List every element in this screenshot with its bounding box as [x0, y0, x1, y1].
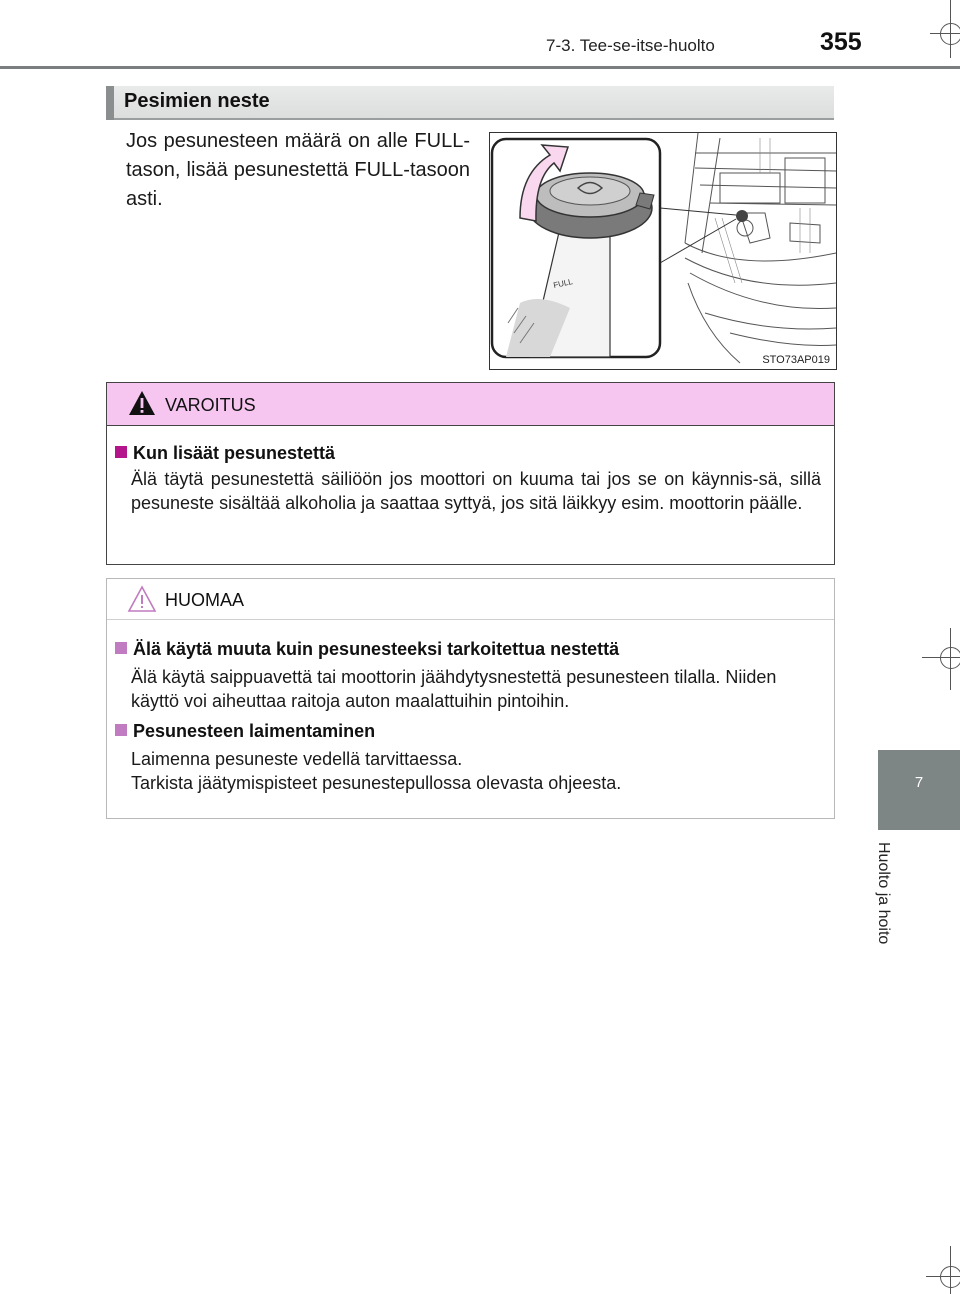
notice-box: [106, 578, 835, 819]
bullet-square-icon: [115, 446, 127, 458]
full-level-label: FULL: [552, 277, 574, 290]
chapter-label: Huolto ja hoito: [875, 842, 892, 945]
figure-code: STO73AP019: [762, 354, 830, 366]
section-title-accent: [106, 86, 114, 120]
notice-item-body: Älä käytä saippuavettä tai moottorin jäähdytysnestettä pesunesteen tilalla. Niiden käyttö voi aiheuttaa raitoja auton maalattuihin pintoihin.: [131, 667, 777, 711]
notice-item-body-line: Laimenna pesuneste vedellä tarvittaessa.: [131, 749, 463, 769]
warning-item-title: Kun lisäät pesunestettä: [115, 443, 335, 464]
chapter-tab: [878, 750, 960, 830]
notice-header: [107, 579, 834, 620]
chapter-number: 7: [914, 774, 924, 791]
warning-header: [107, 383, 834, 426]
section-title: Pesimien neste: [124, 90, 270, 112]
bullet-square-icon: [115, 642, 127, 654]
running-header-section: 7-3. Tee-se-itse-huolto: [546, 36, 715, 55]
crop-mark: [940, 647, 960, 669]
notice-heading: HUOMAA: [165, 590, 245, 610]
warning-triangle-icon: [127, 389, 157, 417]
notice-item-body-line: Tarkista jäätymispisteet pesunestepullossa olevasta ohjeesta.: [131, 773, 622, 793]
notice-item-title: Älä käytä muuta kuin pesunesteeksi tarkoitettua nestettä: [115, 639, 619, 660]
washer-reservoir-drawing: [490, 133, 836, 369]
warning-heading: VAROITUS: [165, 395, 256, 415]
warning-item-body: Älä täytä pesunestettä säiliöön jos moottori on kuuma tai jos se on käynnis-sä, sillä pesuneste sisältää alkoholia ja saattaa syttyä, jos sitä läikkyy esim. moottorin päälle.: [131, 469, 821, 513]
notice-item-body: [131, 747, 821, 795]
header-rule: [0, 66, 960, 69]
crop-mark: [940, 1266, 960, 1288]
page-number: 355: [820, 28, 862, 56]
caution-triangle-icon: [127, 585, 157, 613]
crop-mark: [940, 23, 960, 45]
warning-box: [106, 382, 835, 565]
washer-fluid-illustration: [489, 132, 837, 370]
section-title-bar: [106, 86, 834, 120]
notice-item-title: Pesunesteen laimentaminen: [115, 721, 375, 742]
bullet-square-icon: [115, 724, 127, 736]
intro-paragraph: Jos pesunesteen määrä on alle FULL-tason, lisää pesunestettä FULL-tasoon asti.: [126, 130, 470, 210]
